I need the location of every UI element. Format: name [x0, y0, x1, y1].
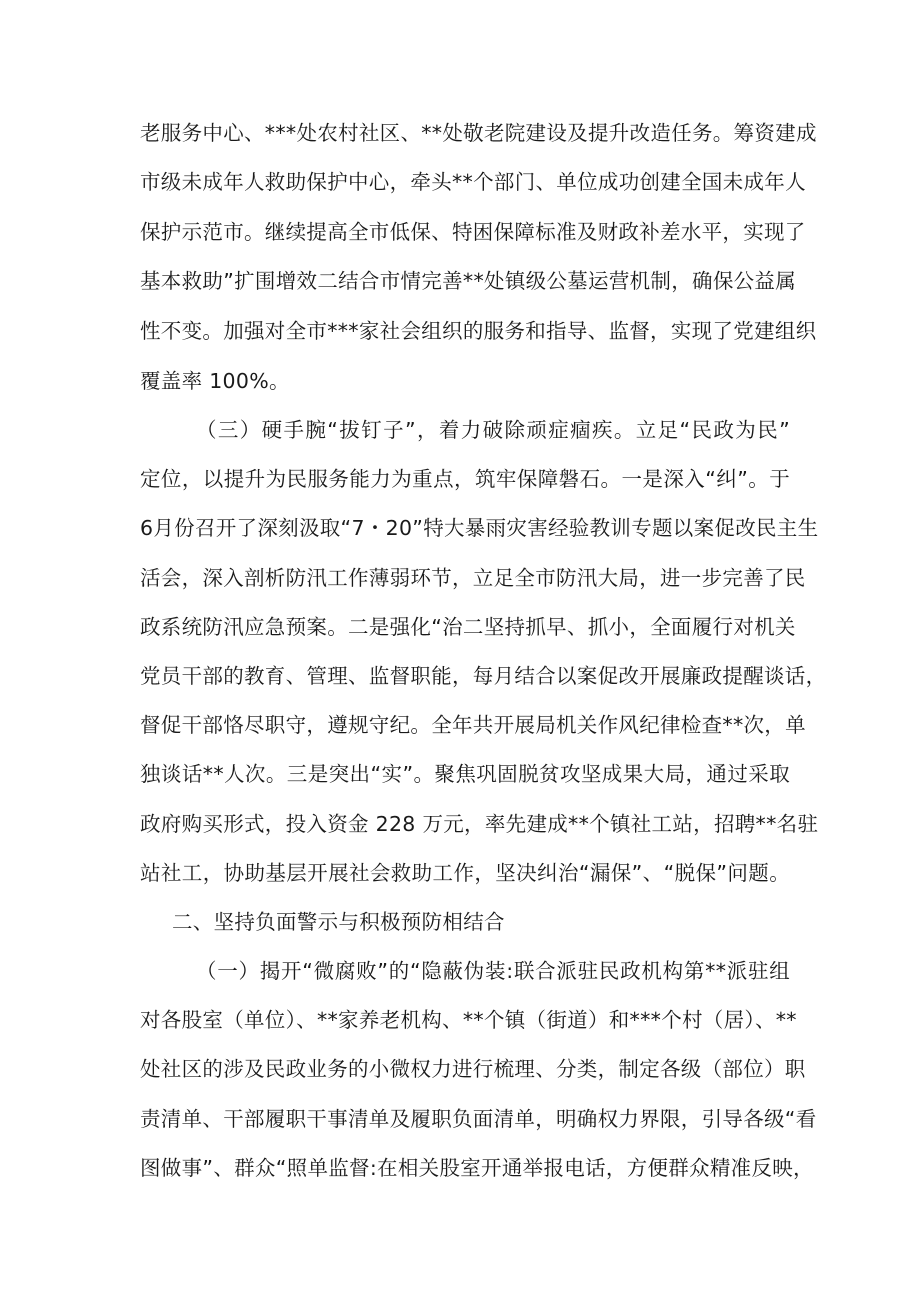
text-line: 处社区的涉及民政业务的小微权力进行梳理、分类，制定各级（部位）职: [140, 1057, 806, 1081]
section-heading-3: （三）硬手腕“拔钉子”，着力破除顽症痼疾。立足“民政为民”: [196, 418, 790, 442]
text-line: 保护示范市。继续提高全市低保、特困保障标准及财政补差水平，实现了: [140, 220, 806, 244]
text-line: 覆盖率 100%。: [140, 369, 290, 393]
section-heading-2: 二、坚持负面警示与积极预防相结合: [172, 910, 505, 934]
text-line: 对各股室（单位）、**家养老机构、**个镇（街道）和***个村（居）、**: [140, 1008, 797, 1032]
text-line: 党员干部的教育、管理、监督职能，每月结合以案促改开展廉政提醒谈话，: [140, 664, 827, 688]
text-line: 政系统防汛应急预案。二是强化“治二坚持抓早、抓小，全面履行对机关: [140, 615, 796, 639]
text-line: 责清单、干部履职干事清单及履职负面清单，明确权力界限，引导各级“看: [140, 1107, 817, 1131]
text-line: 活会，深入剖析防汛工作薄弱环节，立足全市防汛大局，进一步完善了民: [140, 566, 806, 590]
text-line: 6月份召开了深刻汲取“7・20”特大暴雨灾害经验教训专题以案促改民主生: [140, 516, 819, 540]
text-line: 独谈话**人次。三是突出“实”。聚焦巩固脱贫攻坚成果大局，通过采取: [140, 762, 790, 786]
text-line: 基本救助”扩围增效二结合市情完善**处镇级公墓运营机制，确保公益属: [140, 269, 797, 293]
section-heading-1: （一）揭开“微腐败”的“隐蔽伪装:联合派驻民政机构第**派驻组: [196, 959, 790, 983]
text-line: 市级未成年人救助保护中心，牵头**个部门、单位成功创建全国未成年人: [140, 170, 806, 194]
text-line: 性不变。加强对全市***家社会组织的服务和指导、监督，实现了党建组织: [140, 319, 817, 343]
text-line: 督促干部恪尽职守，遵规守纪。全年共开展局机关作风纪律检查**次，单: [140, 713, 806, 737]
text-line: 定位，以提升为民服务能力为重点，筑牢保障磐石。一是深入“纠”。于: [140, 467, 790, 491]
text-line: 政府购买形式，投入资金 228 万元，率先建成**个镇社工站，招聘**名驻: [140, 812, 819, 836]
text-line: 站社工，协助基层开展社会救助工作，坚决纠治“漏保”、“脱保”问题。: [140, 861, 790, 885]
text-line: 图做事”、群众“照单监督:在相关股室开通举报电话，方便群众精准反映，: [140, 1156, 814, 1180]
text-line: 老服务中心、***处农村社区、**处敬老院建设及提升改造任务。筹资建成: [140, 121, 817, 145]
